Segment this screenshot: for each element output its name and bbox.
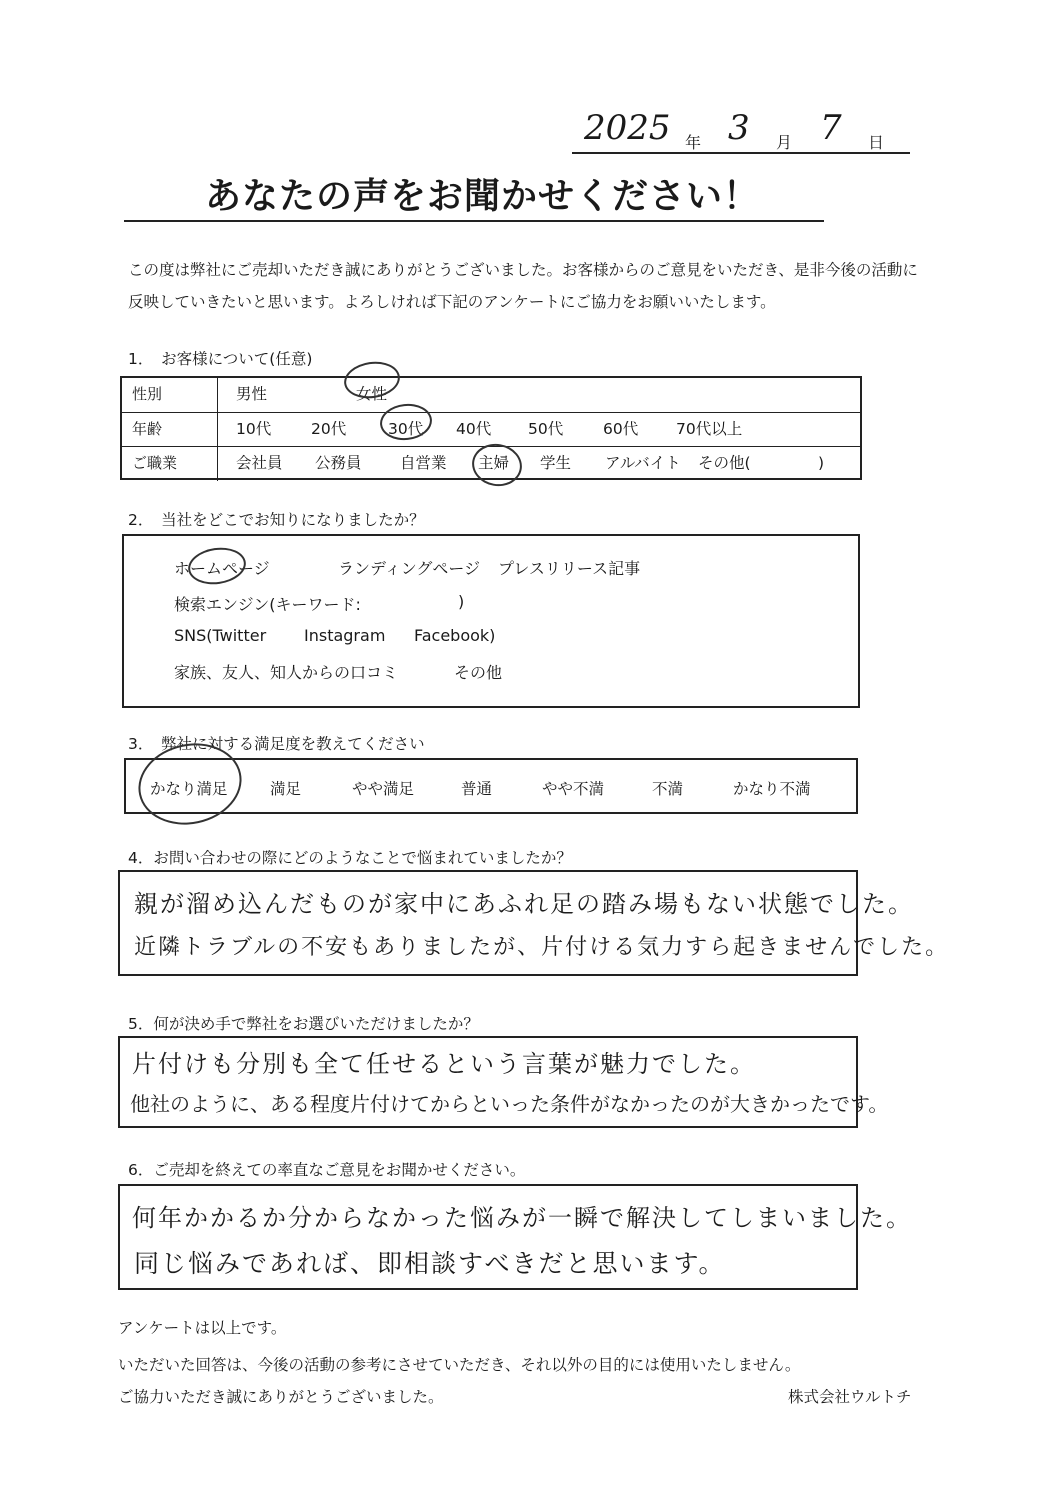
- satisfaction-option-very-satisfied[interactable]: かなり満足: [150, 780, 228, 798]
- title-underline: [124, 220, 824, 222]
- satisfaction-option-very-dissatisfied[interactable]: かなり不満: [733, 780, 811, 798]
- satisfaction-option-somewhat-satisfied[interactable]: やや満足: [352, 780, 415, 798]
- q6-answer-line-2: 同じ悩みであれば、即相談すべきだと思います。: [134, 1249, 726, 1278]
- source-option-facebook[interactable]: Facebook): [414, 626, 496, 645]
- age-head: 年齢: [122, 413, 218, 447]
- source-option-press-release[interactable]: プレスリリース記事: [498, 559, 641, 578]
- age-option-10s[interactable]: 10代: [236, 420, 272, 438]
- footer-line-3: ご協力いただき誠にありがとうございました。: [118, 1388, 444, 1406]
- page-title: あなたの声をお聞かせください！: [205, 176, 761, 217]
- gender-option-female[interactable]: 女性: [356, 385, 388, 403]
- source-option-search-engine-close: ): [458, 592, 465, 611]
- date-year: 2025: [584, 108, 671, 148]
- age-option-70s-plus[interactable]: 70代以上: [676, 420, 743, 438]
- q3-label: 3． 弊社に対する満足度を教えてください: [128, 735, 425, 753]
- job-option-part-time[interactable]: アルバイト: [605, 454, 681, 472]
- intro-line-2: 反映していきたいと思います。よろしければ下記のアンケートにご協力をお願いいたします。: [128, 293, 776, 311]
- job-option-civil-servant[interactable]: 公務員: [315, 454, 362, 472]
- q5-answer-line-2: 他社のように、ある程度片付けてからといった条件がなかったのが大きかったです。: [130, 1092, 889, 1116]
- satisfaction-option-satisfied[interactable]: 満足: [270, 780, 302, 798]
- job-option-employee[interactable]: 会社員: [236, 454, 283, 472]
- satisfaction-option-dissatisfied[interactable]: 不満: [652, 780, 684, 798]
- gender-row: [122, 378, 860, 412]
- satisfaction-option-neutral[interactable]: 普通: [461, 780, 493, 798]
- q4-answer-line-2: 近隣トラブルの不安もありましたが、片付ける気力すら起きませんでした。: [134, 935, 950, 960]
- q6-label: 6．ご売却を終えての率直なご意見をお聞かせください。: [128, 1161, 526, 1179]
- date-day-unit: 日: [868, 133, 885, 152]
- q4-answer-box: [118, 870, 950, 976]
- age-option-60s[interactable]: 60代: [603, 420, 639, 438]
- q6-answer-box: [118, 1184, 912, 1290]
- source-option-landing-page[interactable]: ランディングページ: [338, 559, 481, 578]
- job-option-other-close: ): [818, 454, 825, 472]
- job-option-other[interactable]: その他(: [698, 454, 751, 472]
- date-underline: [572, 152, 910, 154]
- date-month: 3: [728, 108, 750, 148]
- gender-head: 性別: [122, 378, 218, 412]
- footer-line-1: アンケートは以上です。: [118, 1319, 287, 1337]
- q4-label: 4．お問い合わせの際にどのようなことで悩まれていましたか？: [128, 849, 572, 867]
- intro-line-1: この度は弊社にご売却いただき誠にありがとうございました。お客様からのご意見をいただき、是非今後の活動に: [128, 261, 918, 279]
- gender-option-male[interactable]: 男性: [236, 385, 268, 403]
- q5-answer-box: [118, 1036, 889, 1128]
- job-option-homemaker[interactable]: 主婦: [478, 454, 510, 472]
- age-option-40s[interactable]: 40代: [456, 420, 492, 438]
- q6-answer-line-1: 何年かかるか分からなかった悩みが一瞬で解決してしまいました。: [132, 1204, 912, 1232]
- source-option-sns-twitter[interactable]: SNS(Twitter: [174, 626, 267, 645]
- job-option-self-employed[interactable]: 自営業: [400, 454, 447, 472]
- source-option-instagram[interactable]: Instagram: [304, 626, 386, 645]
- company-name: 株式会社ウルトチ: [788, 1388, 912, 1406]
- date-month-unit: 月: [776, 133, 793, 152]
- footer-line-2: いただいた回答は、今後の活動の参考にさせていただき、それ以外の目的には使用いたしません。: [118, 1356, 801, 1374]
- date-day: 7: [820, 108, 842, 148]
- age-option-20s[interactable]: 20代: [311, 420, 347, 438]
- source-option-homepage[interactable]: ホームページ: [174, 559, 270, 578]
- date-year-unit: 年: [685, 133, 702, 152]
- source-option-other[interactable]: その他: [454, 663, 503, 682]
- q2-label: 2． 当社をどこでお知りになりましたか？: [128, 511, 425, 529]
- job-head: ご職業: [122, 447, 218, 481]
- satisfaction-option-somewhat-dissatisfied[interactable]: やや不満: [542, 780, 605, 798]
- source-option-word-of-mouth[interactable]: 家族、友人、知人からの口コミ: [174, 663, 399, 682]
- q5-answer-line-1: 片付けも分別も全て任せるという言葉が魅力でした。: [132, 1050, 756, 1078]
- age-option-50s[interactable]: 50代: [528, 420, 564, 438]
- job-option-student[interactable]: 学生: [540, 454, 572, 472]
- source-option-search-engine[interactable]: 検索エンジン(キーワード:: [174, 595, 361, 614]
- age-option-30s[interactable]: 30代: [388, 420, 424, 438]
- q1-label: 1． お客様について(任意): [128, 350, 313, 368]
- q4-answer-line-1: 親が溜め込んだものが家中にあふれ足の踏み場もない状態でした。: [134, 890, 914, 918]
- age-row: [122, 412, 860, 447]
- q5-label: 5．何が決め手で弊社をお選びいただけましたか？: [128, 1015, 479, 1033]
